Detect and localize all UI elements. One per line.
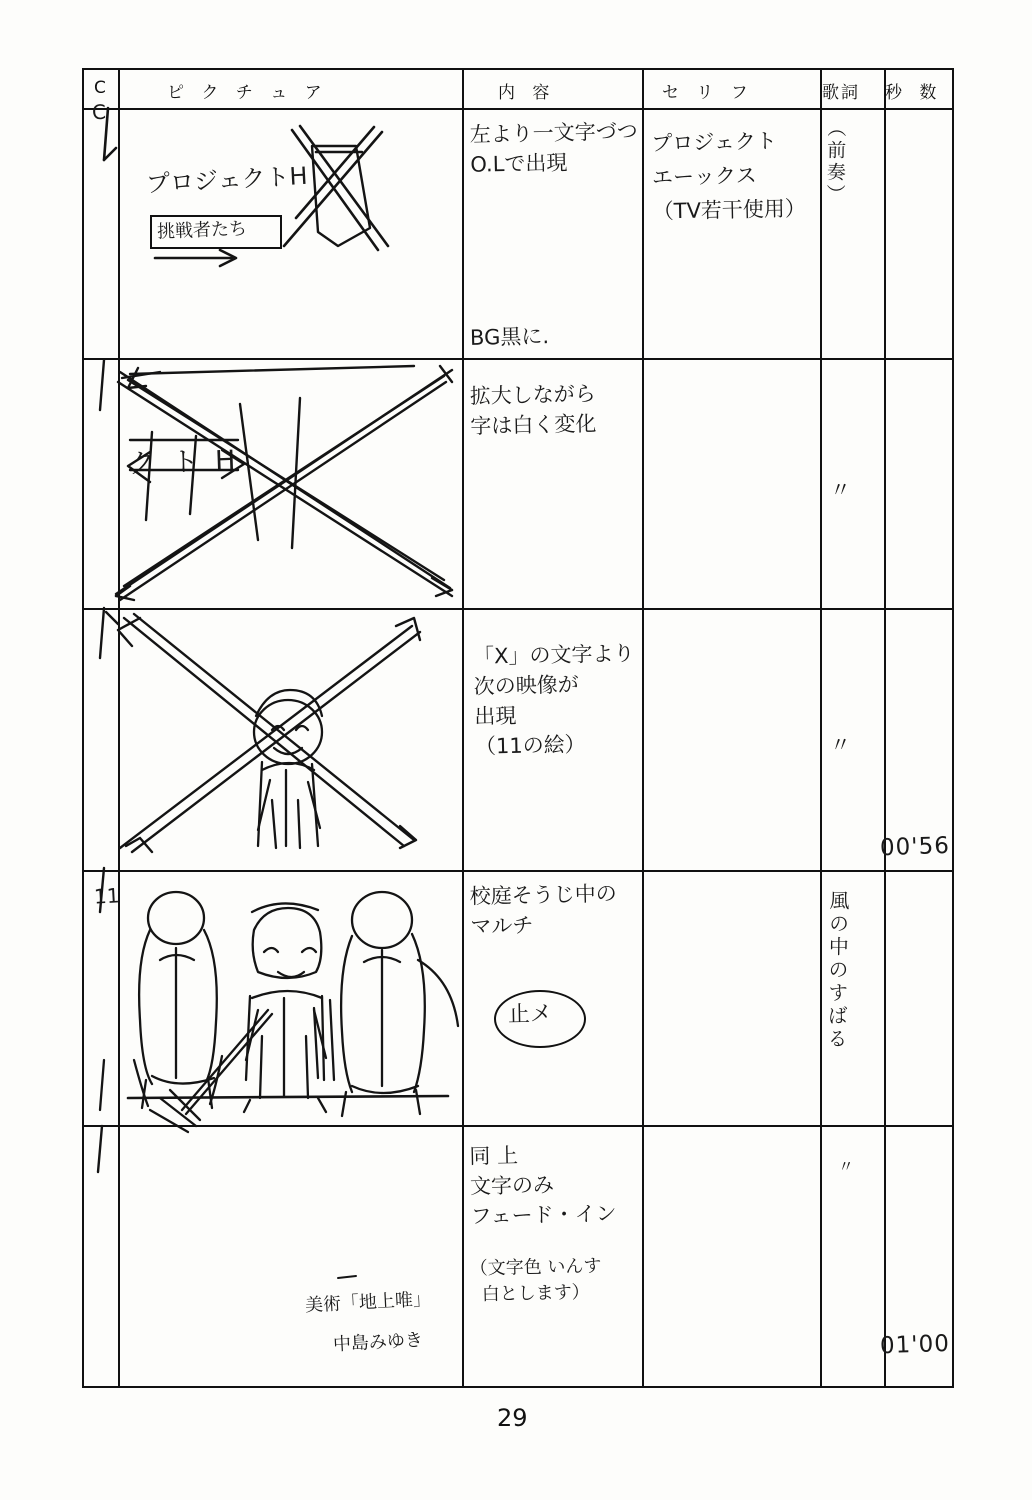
row-rule-3 [84,870,952,872]
seconds-text-5: 01'00 [879,1330,951,1360]
content-paren-5: （文字色 いんす 白とします） [469,1255,602,1306]
picture-subtitle-1: 挑戦者たち [156,218,248,243]
page-number: 29 [497,1404,528,1432]
header-rule [84,108,952,110]
lyrics-text-5: 〃 [837,1156,855,1177]
seconds-text-3: 00'56 [879,832,951,862]
row-rule-1 [84,358,952,360]
lyrics-text-4: 風の中のすばる [823,889,851,1052]
content-text-4: 校庭そうじ中の マルチ [469,881,617,939]
row-rule-2 [84,608,952,610]
content-dialogue-dash [642,108,644,1386]
header-seconds: 秒 数 [885,83,943,103]
header-cut: C [94,78,106,98]
header-lyrics: 歌詞 [822,83,860,103]
content-stamp-4: 止メ [507,1001,553,1028]
header-picture: ピ ク チ ュ ア [167,83,328,103]
column-rule-cut [118,70,120,1386]
dialogue-text-1: プロジェクト エーックス （TV若干使用） [651,128,807,224]
content-text-3: 「X」の文字より 次の映像が 出現 （11の絵） [472,641,635,759]
lyrics-text-2: 〃 [829,477,852,503]
cut-number-1: C [91,99,107,125]
content-extra-1: BG黒に. [469,324,550,350]
column-rule-dialogue [820,70,822,1386]
credit-line-2: 中島みゆき [332,1329,424,1356]
column-rule-picture [462,70,464,1386]
column-rule-lyrics [884,70,886,1386]
row-rule-4 [84,1125,952,1127]
header-content: 内 容 [498,83,556,103]
lyrics-text-3: 〃 [829,732,852,758]
picture-title-2: ク ト H [127,445,240,480]
picture-title-1: プロジェクトH [145,161,309,199]
header-dialogue: セ リ フ [662,83,754,103]
lyrics-text-1: （前奏） [823,117,847,207]
content-text-5: 同 上 文字のみ フェード・イン [469,1143,617,1229]
cut-number-4: 11 [93,883,121,909]
credit-line-1: 美術「地上唯」 [304,1288,432,1317]
content-text-1: 左より一文字づつ O.Lで出現 [469,119,638,177]
content-text-2: 拡大しながら 字は白く変化 [469,381,597,439]
